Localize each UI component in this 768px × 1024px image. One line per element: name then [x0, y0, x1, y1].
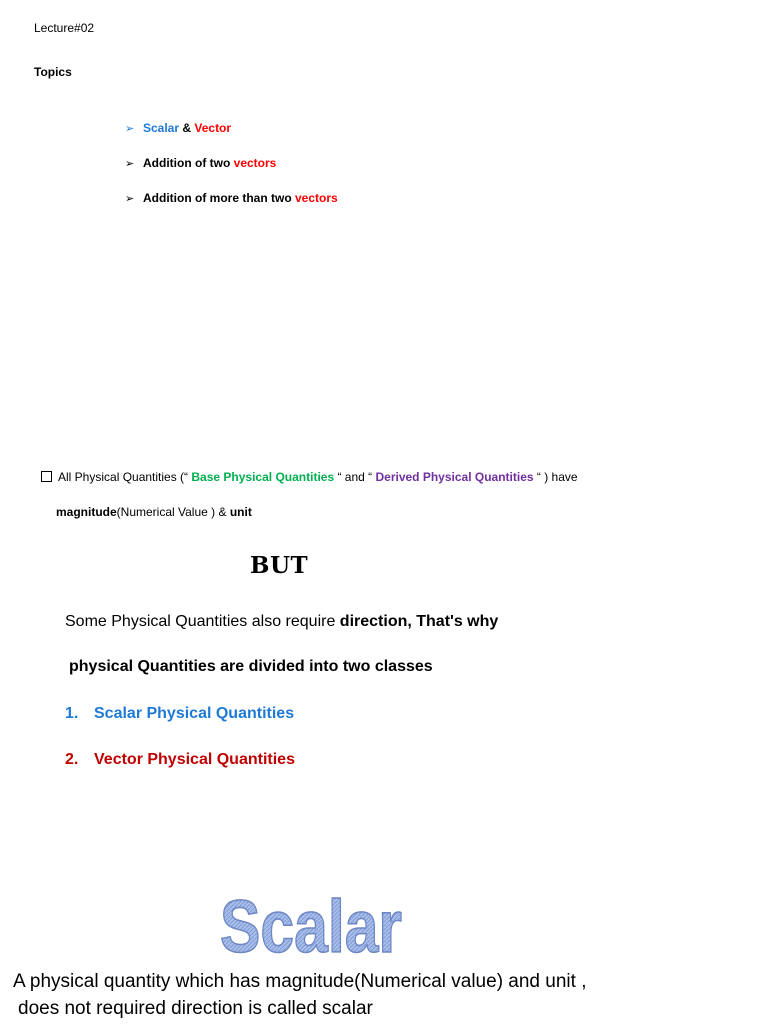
- direction-sentence: [65, 613, 498, 631]
- intro-text: (Numerical Value ) &: [116, 505, 230, 519]
- list-number: 2.: [65, 751, 79, 768]
- checkbox-bullet-icon: [41, 471, 52, 482]
- topic-item-addition-two: [125, 156, 276, 170]
- topic-vector-word: Vector: [194, 121, 232, 135]
- topic-item-scalar-vector: [125, 121, 231, 135]
- arrow-bullet-icon: ➢: [125, 123, 135, 135]
- direction-phrase: direction, That's why: [339, 613, 499, 630]
- topic-item-addition-more: [125, 191, 338, 205]
- scalar-wordart-heading: [214, 872, 414, 967]
- topic-text: Addition of more than two: [143, 191, 295, 205]
- magnitude-term: magnitude: [56, 505, 117, 519]
- arrow-bullet-icon: ➢: [125, 158, 135, 170]
- derived-quantities-term: Derived Physical Quantities: [375, 470, 534, 484]
- but-heading: BUT: [250, 552, 309, 579]
- topic-vectors-word: vectors: [294, 191, 338, 205]
- unit-term: unit: [229, 505, 252, 519]
- lecture-number: Lecture#02: [34, 21, 95, 35]
- list-item-scalar: [65, 705, 294, 723]
- list-item-label: Scalar Physical Quantities: [94, 705, 295, 722]
- intro-text: “ ) have: [533, 470, 578, 484]
- topic-ampersand: &: [179, 121, 195, 135]
- scalar-wordart: [214, 872, 414, 968]
- sentence-text: Some Physical Quantities also require: [65, 613, 340, 630]
- intro-text: “ and “: [334, 470, 376, 484]
- topic-vectors-word: vectors: [233, 156, 277, 170]
- topics-heading: Topics: [34, 65, 72, 79]
- scalar-definition-line-1: A physical quantity which has magnitude(Numerical value) and unit ,: [13, 971, 587, 992]
- intro-text: All Physical Quantities (“: [58, 470, 192, 484]
- topic-text: Addition of two: [143, 156, 234, 170]
- magnitude-unit-line: [56, 505, 252, 519]
- list-item-vector: [65, 751, 295, 769]
- classes-sentence: physical Quantities are divided into two classes: [69, 658, 433, 675]
- arrow-bullet-icon: ➢: [125, 193, 135, 205]
- base-quantities-term: Base Physical Quantities: [191, 470, 335, 484]
- list-number: 1.: [65, 705, 79, 722]
- topic-scalar-word: Scalar: [143, 121, 180, 135]
- scalar-wordart-text: Scalar: [220, 885, 402, 968]
- list-item-label: Vector Physical Quantities: [94, 751, 295, 768]
- physical-quantities-line: [41, 470, 578, 484]
- scalar-definition-line-2: does not required direction is called scalar: [18, 998, 373, 1019]
